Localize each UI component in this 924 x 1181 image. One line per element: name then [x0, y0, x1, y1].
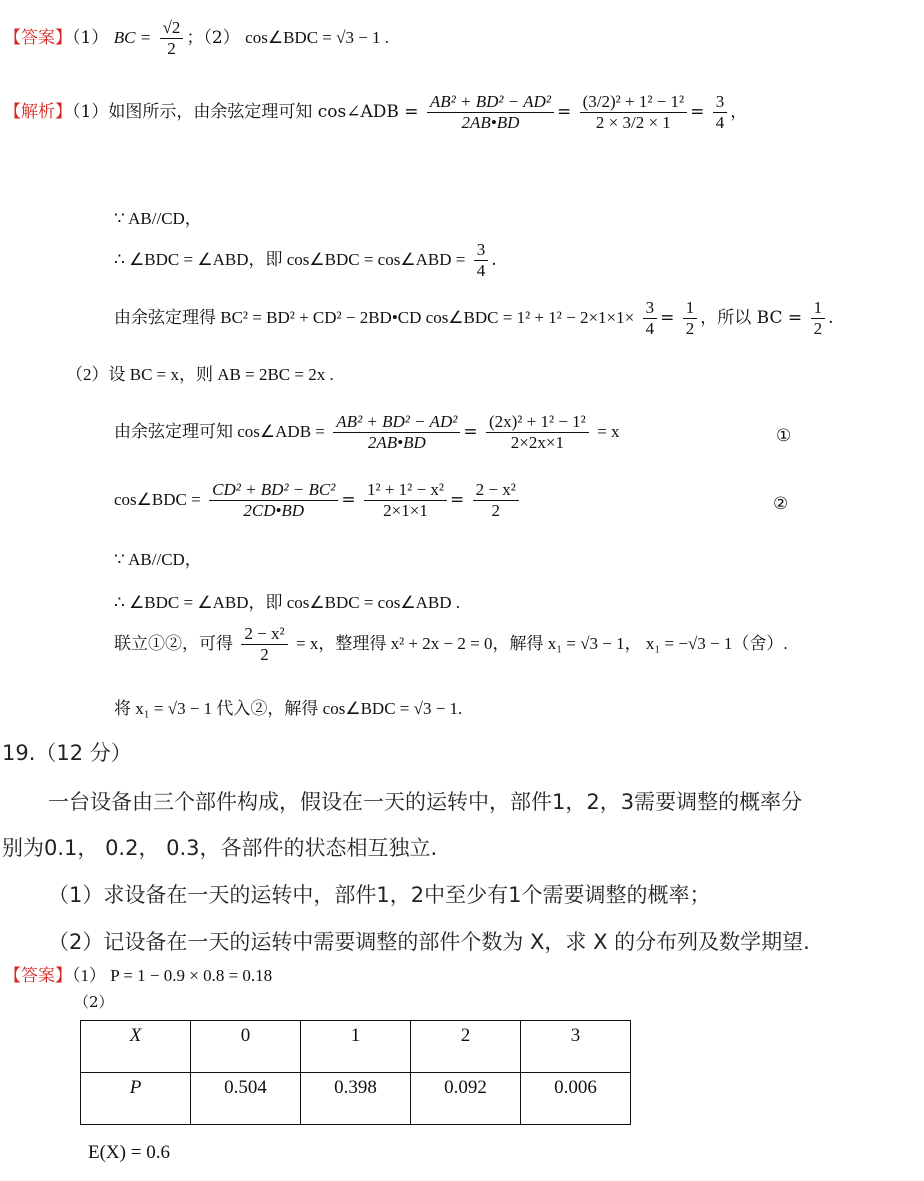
- cos-adb-fraction: $\frac{\text{AB² + BD² − AD²}}{2AB•BD}$: [427, 92, 554, 133]
- cosine-frac-1: $\frac{3}{4}$: [643, 298, 658, 339]
- so-text: ，所以 BC =: [700, 307, 803, 328]
- table-row: [81, 1073, 631, 1125]
- table-cell: P: [81, 1073, 191, 1125]
- therefore-text: ∴ ∠BDC = ∠ABD，即 cos∠BDC = cos∠ABD =: [114, 249, 466, 269]
- table-cell: 3: [521, 1021, 631, 1073]
- equation-1-mark: ①: [776, 426, 792, 446]
- table-cell: 1: [301, 1021, 411, 1073]
- answer18-line: [4, 18, 389, 59]
- q19-answer1: （1） P = 1 − 0.9 × 0.8 = 0.18: [72, 966, 273, 985]
- cos-bdc-answer: cos∠BDC = √3 − 1 .: [245, 27, 390, 47]
- q19-stem-line2: 别为0.1， 0.2， 0.3，各部件的状态相互独立.: [2, 836, 438, 860]
- therefore-line-1: [114, 240, 497, 281]
- eq1-lead: 由余弦定理可知 cos∠ADB =: [114, 421, 325, 441]
- eq1-fraction-1: $\frac{\text{AB² + BD² − AD²}}{2AB•BD}$: [333, 412, 460, 453]
- equals: =: [660, 307, 675, 328]
- table-cell: 2: [411, 1021, 521, 1073]
- table-cell: 0.006: [521, 1073, 631, 1125]
- q19-sub2: （2）记设备在一天的运转中需要调整的部件个数为 X，求 X 的分布列及数学期望.: [48, 930, 810, 954]
- cosine-law-line: [114, 298, 833, 339]
- q19-stem-line1: 一台设备由三个部件构成，假设在一天的运转中，部件1，2，3需要调整的概率分: [48, 790, 803, 814]
- equation-2-mark: ②: [773, 494, 789, 514]
- eq1-tail: = x: [597, 421, 620, 441]
- cos-adb-numeric-fraction: $\frac{\text{(3/2)² + 1² − 1²}}{2 \times 3/2 \times 1}$: [580, 92, 688, 133]
- expectation: E(X) = 0.6: [88, 1142, 170, 1163]
- eq1-fraction-2: $\frac{\text{(2x)² + 1² − 1²}}{2\times 2x\times 1}$: [486, 412, 589, 453]
- analysis-lead: （1）如图所示，由余弦定理可知 cos∠ADB =: [72, 101, 419, 122]
- table-row: [81, 1021, 631, 1073]
- cosine-frac-2: $\frac{1}{2}$: [683, 298, 698, 339]
- answer-tag: 【答案】: [4, 27, 72, 48]
- q19-number: 19.（12 分）: [2, 741, 132, 765]
- because-parallel-2: ∵ AB//CD，: [114, 550, 202, 569]
- cosine-frac-3: $\frac{1}{2}$: [811, 298, 826, 339]
- distribution-table: [80, 1020, 631, 1125]
- eq2-lead: cos∠BDC =: [114, 489, 201, 509]
- table-cell: X: [81, 1021, 191, 1073]
- q19-answer-tag: 【答案】: [4, 966, 72, 986]
- because-parallel-1: ∵ AB//CD，: [114, 209, 202, 228]
- comma: ，: [730, 101, 748, 122]
- table-cell: 0.398: [301, 1073, 411, 1125]
- analysis-tag: 【解析】: [4, 101, 72, 122]
- part2-label: ；（2）: [186, 27, 240, 48]
- period: .: [491, 249, 497, 270]
- q19-answer-line: [4, 961, 272, 986]
- eq2-fraction-2: $\frac{\text{1² + 1² − x²}}{2\times 1\times 1}$: [364, 480, 447, 521]
- combine-line: [114, 624, 788, 665]
- bc-fraction: $\frac{√2}{2}$: [160, 18, 184, 59]
- q19-sub1: （1）求设备在一天的运转中，部件1，2中至少有1个需要调整的概率；: [48, 883, 711, 907]
- table-cell: 0.092: [411, 1073, 521, 1125]
- period: .: [828, 307, 834, 328]
- cosine-lead: 由余弦定理得 BC² = BD² + CD² − 2BD•CD cos∠BDC = 1² + 1² − 2×1×1×: [114, 307, 635, 327]
- combine-fraction: $\frac{\text{2 − x²}}{2}$: [241, 624, 287, 665]
- eq2-fraction-3: $\frac{\text{2 − x²}}{2}$: [473, 480, 519, 521]
- therefore-line-2: ∴ ∠BDC = ∠ABD，即 cos∠BDC = cos∠ABD .: [114, 593, 460, 612]
- three-quarters: $\frac{3}{4}$: [474, 240, 489, 281]
- table-cell: 0.504: [191, 1073, 301, 1125]
- table-cell: 0: [191, 1021, 301, 1073]
- combine-lead: 联立①②，可得: [114, 633, 233, 653]
- substitute-line: 将 x₁ = √3 − 1 代入②，解得 cos∠BDC = √3 − 1.: [114, 699, 463, 718]
- eq2-fraction-1: $\frac{\text{CD² + BD² − BC²}}{2CD•BD}$: [209, 480, 338, 521]
- combine-tail: = x，整理得 x² + 2x − 2 = 0，解得 x₁ = √3 − 1， x₁ = −√3 − 1（舍）.: [296, 633, 788, 653]
- cos-adb-result: $\frac{3}{4}$: [713, 92, 728, 133]
- analysis-line1: 【解析】（1）如图所示，由余弦定理可知 cos∠ADB = $\frac{\text{AB² + BD² − AD²}}{2AB•BD}$ = $\frac{\text{(3/2)² + 1² − 1²}}{2 \times 3/2 \times 1}$ = $\frac{3}{4}$ ，: [4, 92, 748, 132]
- part2-setup: （2）设 BC = x，则 AB = 2BC = 2x .: [66, 365, 334, 384]
- equation-2: cos∠BDC = $\frac{\text{CD² + BD² − BC²}}{2CD•BD}$ = $\frac{\text{1² + 1² − x²}}{2\times 1\times 1}$ = $\frac{\text{2 − x²}}{2}$: [114, 480, 522, 521]
- equation-1: 由余弦定理可知 cos∠ADB = $\frac{\text{AB² + BD² − AD²}}{2AB•BD}$ = $\frac{\text{(2x)² + 1² − 1²}}{2\times 2x\times 1}$ = x: [114, 412, 620, 452]
- bc-lhs: BC =: [113, 27, 152, 47]
- q19-answer2-label: （2）: [74, 993, 114, 1011]
- part1-label: （1）: [72, 27, 109, 48]
